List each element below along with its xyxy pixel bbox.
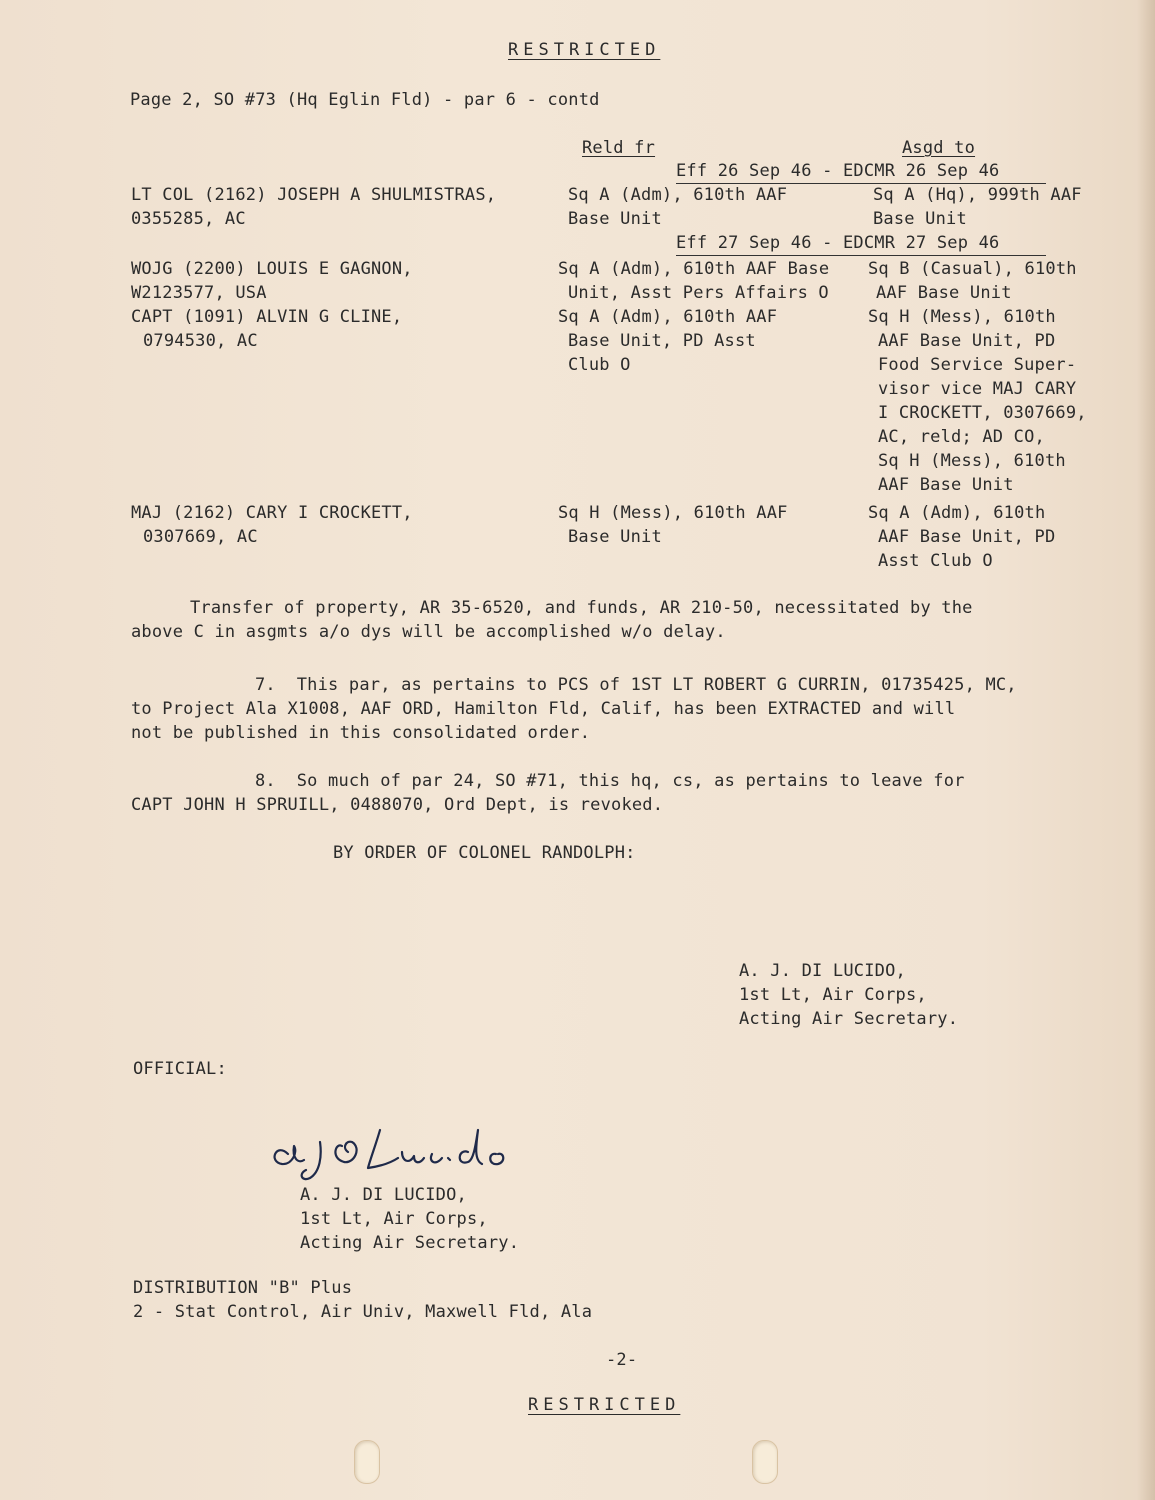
effective-date-2-rule	[676, 255, 1046, 256]
entry-to-line: I CROCKETT, 0307669,	[878, 403, 1087, 423]
entry-to-line: AAF Base Unit, PD	[878, 331, 1056, 351]
entry-to-line: AAF Base Unit, PD	[878, 527, 1056, 547]
paragraph-8-line: CAPT JOHN H SPRUILL, 0488070, Ord Dept, is revoked.	[131, 795, 664, 815]
entry-name-line: MAJ (2162) CARY I CROCKETT,	[131, 503, 413, 523]
signer-title: Acting Air Secretary.	[739, 1009, 959, 1029]
entry-to-line: AAF Base Unit	[878, 475, 1014, 495]
signer2-title: Acting Air Secretary.	[300, 1233, 520, 1253]
page-number: -2-	[606, 1350, 638, 1370]
paragraph-7-line: 7. This par, as pertains to PCS of 1ST LT ROBERT G CURRIN, 01735425, MC,	[255, 675, 1017, 695]
entry-to-line: Base Unit	[873, 209, 967, 229]
transfer-paragraph-line: above C in asgmts a/o dys will be accomplished w/o delay.	[131, 622, 726, 642]
effective-date-1: Eff 26 Sep 46 - EDCMR 26 Sep 46	[676, 161, 1000, 181]
entry-from-line: Sq A (Adm), 610th AAF Base	[558, 259, 830, 279]
header-classification: RESTRICTED	[508, 40, 661, 60]
entry-from-line: Base Unit	[568, 527, 662, 547]
entry-name-line: 0355285, AC	[131, 209, 246, 229]
entry-from-line: Base Unit, PD Asst	[568, 331, 756, 351]
entry-to-line: AC, reld; AD CO,	[878, 427, 1045, 447]
entry-from-line: Sq H (Mess), 610th AAF	[558, 503, 788, 523]
transfer-paragraph-line: Transfer of property, AR 35-6520, and funds, AR 210-50, necessitated by the	[190, 598, 973, 618]
entry-from-line: Sq A (Adm), 610th AAF	[558, 307, 778, 327]
paragraph-8-line: 8. So much of par 24, SO #71, this hq, cs, as pertains to leave for	[255, 771, 965, 791]
entry-from-line: Sq A (Adm), 610th AAF	[568, 185, 788, 205]
entry-to-line: Sq A (Adm), 610th	[868, 503, 1046, 523]
page-edge-shadow	[1137, 0, 1155, 1500]
handwritten-signature	[258, 1112, 558, 1187]
by-order-line: BY ORDER OF COLONEL RANDOLPH:	[333, 843, 636, 863]
entry-name-line: 0794530, AC	[143, 331, 258, 351]
footer-classification: RESTRICTED	[528, 1395, 681, 1415]
signer2-name: A. J. DI LUCIDO,	[300, 1185, 467, 1205]
entry-to-line: Food Service Super-	[878, 355, 1077, 375]
column-reld-fr: Reld fr	[582, 138, 656, 158]
paragraph-7-line: to Project Ala X1008, AAF ORD, Hamilton Fld, Calif, has been EXTRACTED and will	[131, 699, 956, 719]
entry-to-line: Sq H (Mess), 610th	[868, 307, 1056, 327]
page-reference: Page 2, SO #73 (Hq Eglin Fld) - par 6 - contd	[130, 90, 600, 110]
entry-name-line: W2123577, USA	[131, 283, 267, 303]
distribution-line: 2 - Stat Control, Air Univ, Maxwell Fld, Ala	[133, 1302, 593, 1322]
official-label: OFFICIAL:	[133, 1059, 227, 1079]
distribution-line: DISTRIBUTION "B" Plus	[133, 1278, 353, 1298]
punch-hole	[354, 1440, 380, 1484]
entry-to-line: visor vice MAJ CARY	[878, 379, 1077, 399]
entry-name-line: CAPT (1091) ALVIN G CLINE,	[131, 307, 403, 327]
signer2-rank: 1st Lt, Air Corps,	[300, 1209, 488, 1229]
punch-hole	[752, 1440, 778, 1484]
paragraph-7-line: not be published in this consolidated order.	[131, 723, 591, 743]
entry-name-line: 0307669, AC	[143, 527, 258, 547]
entry-from-line: Club O	[568, 355, 631, 375]
signer-name: A. J. DI LUCIDO,	[739, 961, 906, 981]
entry-to-line: AAF Base Unit	[876, 283, 1012, 303]
entry-to-line: Sq A (Hq), 999th AAF	[873, 185, 1082, 205]
column-asgd-to: Asgd to	[902, 138, 976, 158]
effective-date-2: Eff 27 Sep 46 - EDCMR 27 Sep 46	[676, 233, 1000, 253]
entry-name-line: WOJG (2200) LOUIS E GAGNON,	[131, 259, 413, 279]
entry-from-line: Base Unit	[568, 209, 662, 229]
entry-name-line: LT COL (2162) JOSEPH A SHULMISTRAS,	[131, 185, 497, 205]
entry-to-line: Asst Club O	[878, 551, 993, 571]
entry-from-line: Unit, Asst Pers Affairs O	[568, 283, 829, 303]
signer-rank: 1st Lt, Air Corps,	[739, 985, 927, 1005]
entry-to-line: Sq B (Casual), 610th	[868, 259, 1077, 279]
entry-to-line: Sq H (Mess), 610th	[878, 451, 1066, 471]
